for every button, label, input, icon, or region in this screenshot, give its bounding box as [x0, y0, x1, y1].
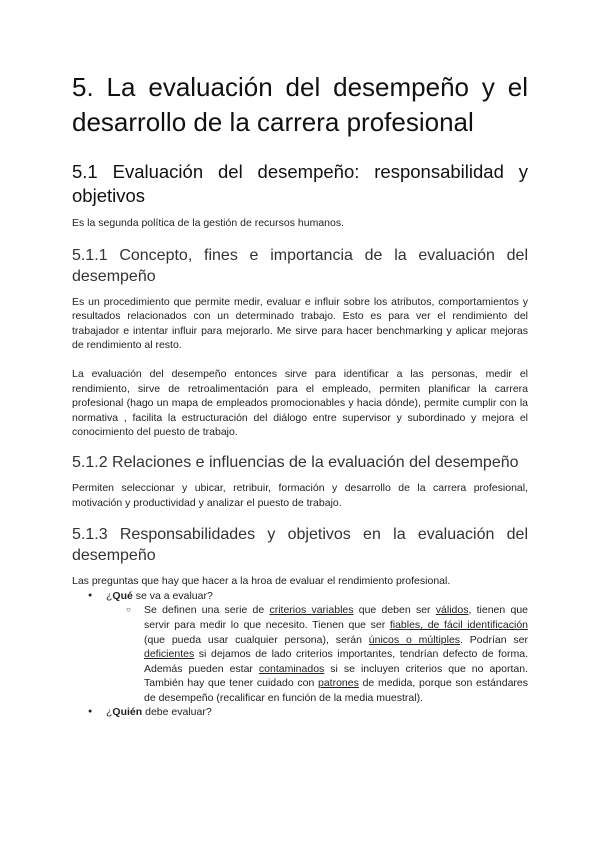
- section-5-1-3-heading: 5.1.3 Responsabilidades y objetivos en la evaluación del desempeño: [72, 526, 528, 565]
- section-5-1-heading: 5.1 Evaluación del desempeño: responsabilidad y objetivos: [72, 161, 528, 206]
- section-5-1-1-paragraph-2: La evaluación del desempeño entonces sirve para identificar a las personas, medir el rendimiento, sirve de retroalimentación para el empleado, permiten planificar la carrera profesional (hago un mapa de empleados promocionables y hacia dónde), permite cumplir con la normativa , facilita la estructuración del diálogo entre supervisor y subordinado y mejora el conocimiento del puesto de trabajo.: [72, 367, 528, 439]
- que-sub-item: ○ Se definen una serie de criterios variables que deben ser válidos, tienen que servir para medir lo que necesito. Tienen que ser fiables, de fácil identificación (que pueda usar cualquier persona), serán únicos o múltiples. Podrían ser deficientes si dejamos de lado criterios importantes, tendrían defecto de forma. Además pueden estar contaminados si se incluyen criterios que no aportan. También hay que tener cuidado con patrones de medida, porque son estándares de desempeño (recalificar en función de la media muestral).: [144, 603, 528, 705]
- section-5-1-3-intro: Las preguntas que hay que hacer a la hroa de evaluar el rendimiento profesional.: [72, 575, 451, 588]
- section-5-1-1-heading: 5.1.1 Concepto, fines e importancia de la evaluación del desempeño: [72, 246, 528, 285]
- underline-validos: válidos: [435, 604, 469, 617]
- section-5-1-1-paragraph-1: Es un procedimiento que permite medir, evaluar e influir sobre los atributos, comportamientos y resultados relacionados con un determinado trabajo. Esto es para ver el rendimiento del trabajador e intentar influir para mejorarlo. Me sirve para hacer benchmarking y aplicar mejoras de rendimiento al resto.: [72, 295, 528, 352]
- underline-unicos: únicos o múltiples: [368, 633, 461, 646]
- bold-quien: Quién: [112, 706, 143, 719]
- underline-contaminados: contaminados: [258, 662, 325, 675]
- chapter-title: 5. La evaluación del desempeño y el desarrollo de la carrera profesional: [72, 72, 528, 137]
- section-5-1-2-paragraph: Permiten seleccionar y ubicar, retribuir, formación y desarrollo de la carrera profesional, motivación y productividad y analizar el puesto de trabajo.: [72, 481, 528, 509]
- underline-deficientes: deficientes: [144, 648, 195, 661]
- list-item-que: ● ¿Qué se va a evaluar? ○ Se definen una serie de criterios variables que deben ser válidos, tienen que servir para medir lo que necesito. Tienen que ser fiables, de fácil identificación (que pueda usar cualquier persona), serán únicos o múltiples. Podrían ser deficientes si dejamos de lado criterios importantes, tendrían defecto de forma. Además pueden estar contaminados si se incluyen criterios que no aportan. También hay que tener cuidado con patrones de medida, porque son estándares de desempeño (recalificar en función de la media muestral).: [106, 589, 528, 706]
- underline-criterios: criterios variables: [269, 604, 354, 617]
- section-5-1-intro: Es la segunda política de la gestión de recursos humanos.: [72, 217, 345, 229]
- que-sublist: [106, 603, 528, 705]
- list-item-quien: ● ¿Quién debe evaluar?: [106, 705, 528, 720]
- section-5-1-2-heading: 5.1.2 Relaciones e influencias de la evaluación del desempeño: [72, 453, 519, 471]
- document-page: [72, 70, 528, 720]
- bold-que: Qué: [112, 589, 133, 602]
- underline-patrones: patrones: [318, 677, 359, 690]
- underline-fiables: fiables, de fácil identificación: [389, 618, 528, 631]
- questions-list: [72, 589, 528, 720]
